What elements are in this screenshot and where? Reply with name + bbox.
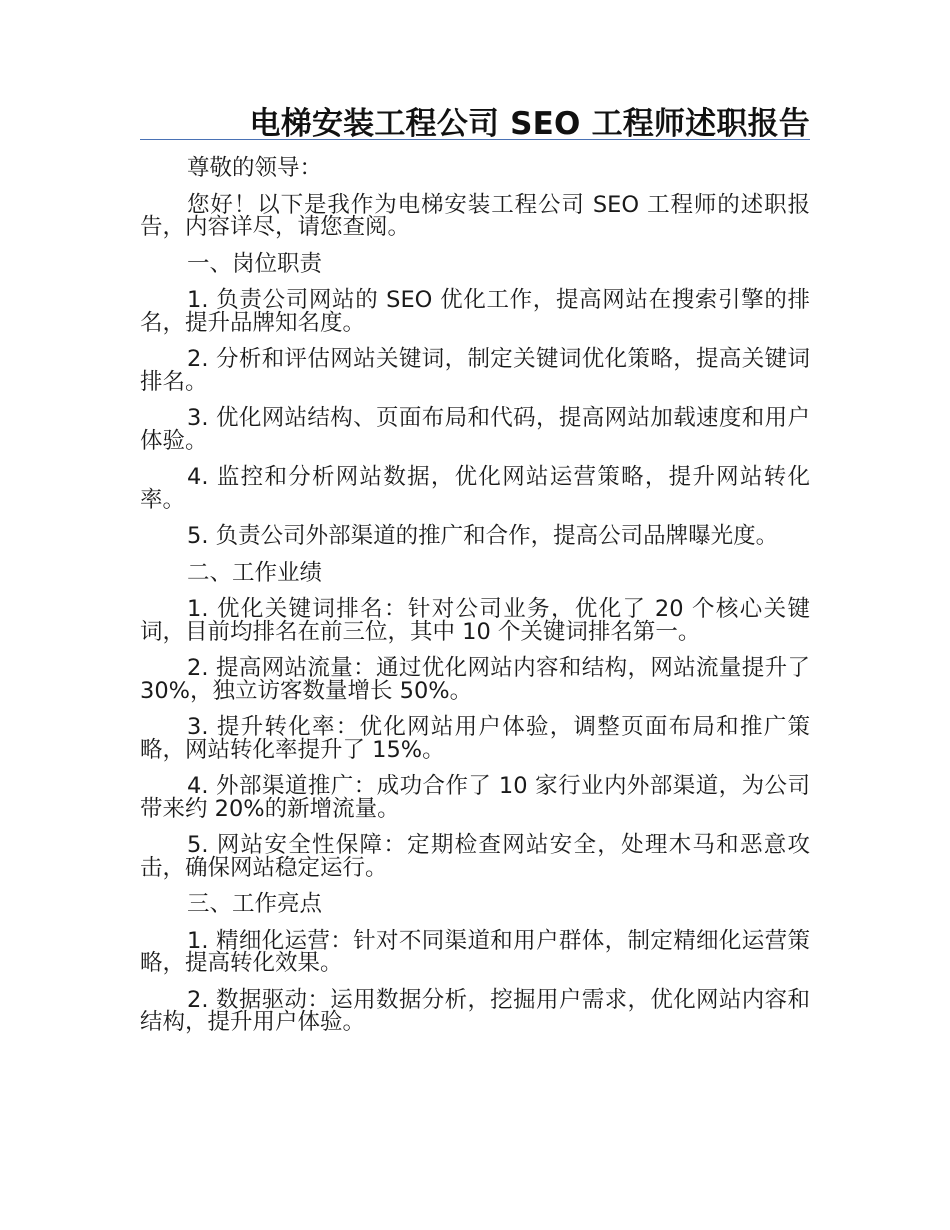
- section-heading-duties: 一、岗位职责: [187, 250, 323, 277]
- highlight-item: 1. 精细化运营：针对不同渠道和用户群体，制定精细化运营策略，提高转化效果。: [140, 927, 810, 976]
- intro-paragraph: 您好！以下是我作为电梯安装工程公司 SEO 工程师的述职报告，内容详尽，请您查阅。: [140, 191, 810, 240]
- duty-item: 3. 优化网站结构、页面布局和代码，提高网站加载速度和用户体验。: [140, 405, 810, 454]
- highlight-item: 2. 数据驱动：运用数据分析，挖掘用户需求，优化网站内容和结构，提升用户体验。: [140, 986, 810, 1035]
- achievement-item: 3. 提升转化率：优化网站用户体验，调整页面布局和推广策略，网站转化率提升了 15%。: [140, 714, 810, 763]
- section-heading-achievements: 二、工作业绩: [187, 559, 323, 586]
- achievement-item: 5. 网站安全性保障：定期检查网站安全，处理木马和恶意攻击，确保网站稳定运行。: [140, 832, 810, 881]
- section-heading-highlights: 三、工作亮点: [187, 891, 323, 917]
- document-body: [140, 157, 810, 1048]
- achievement-item: 1. 优化关键词排名：针对公司业务，优化了 20 个核心关键词，目前均排名在前三位，其中 10 个关键词排名第一。: [140, 596, 810, 645]
- duty-item: 1. 负责公司网站的 SEO 优化工作，提高网站在搜索引擎的排名，提升品牌知名度。: [140, 287, 810, 336]
- duty-item: 2. 分析和评估网站关键词，制定关键词优化策略，提高关键词排名。: [140, 346, 810, 395]
- salutation: 尊敬的领导：: [187, 155, 323, 181]
- achievement-item: 2. 提高网站流量：通过优化网站内容和结构，网站流量提升了 30%，独立访客数量增长 50%。: [140, 655, 810, 704]
- achievement-item: 4. 外部渠道推广：成功合作了 10 家行业内外部渠道，为公司带来约 20%的新增流量。: [140, 773, 810, 822]
- duty-item: 5. 负责公司外部渠道的推广和合作，提高公司品牌曝光度。: [187, 523, 779, 549]
- title-underline: [140, 139, 810, 140]
- document-title: 电梯安装工程公司 SEO 工程师述职报告: [249, 106, 810, 142]
- duty-item: 4. 监控和分析网站数据，优化网站运营策略，提升网站转化率。: [140, 464, 810, 513]
